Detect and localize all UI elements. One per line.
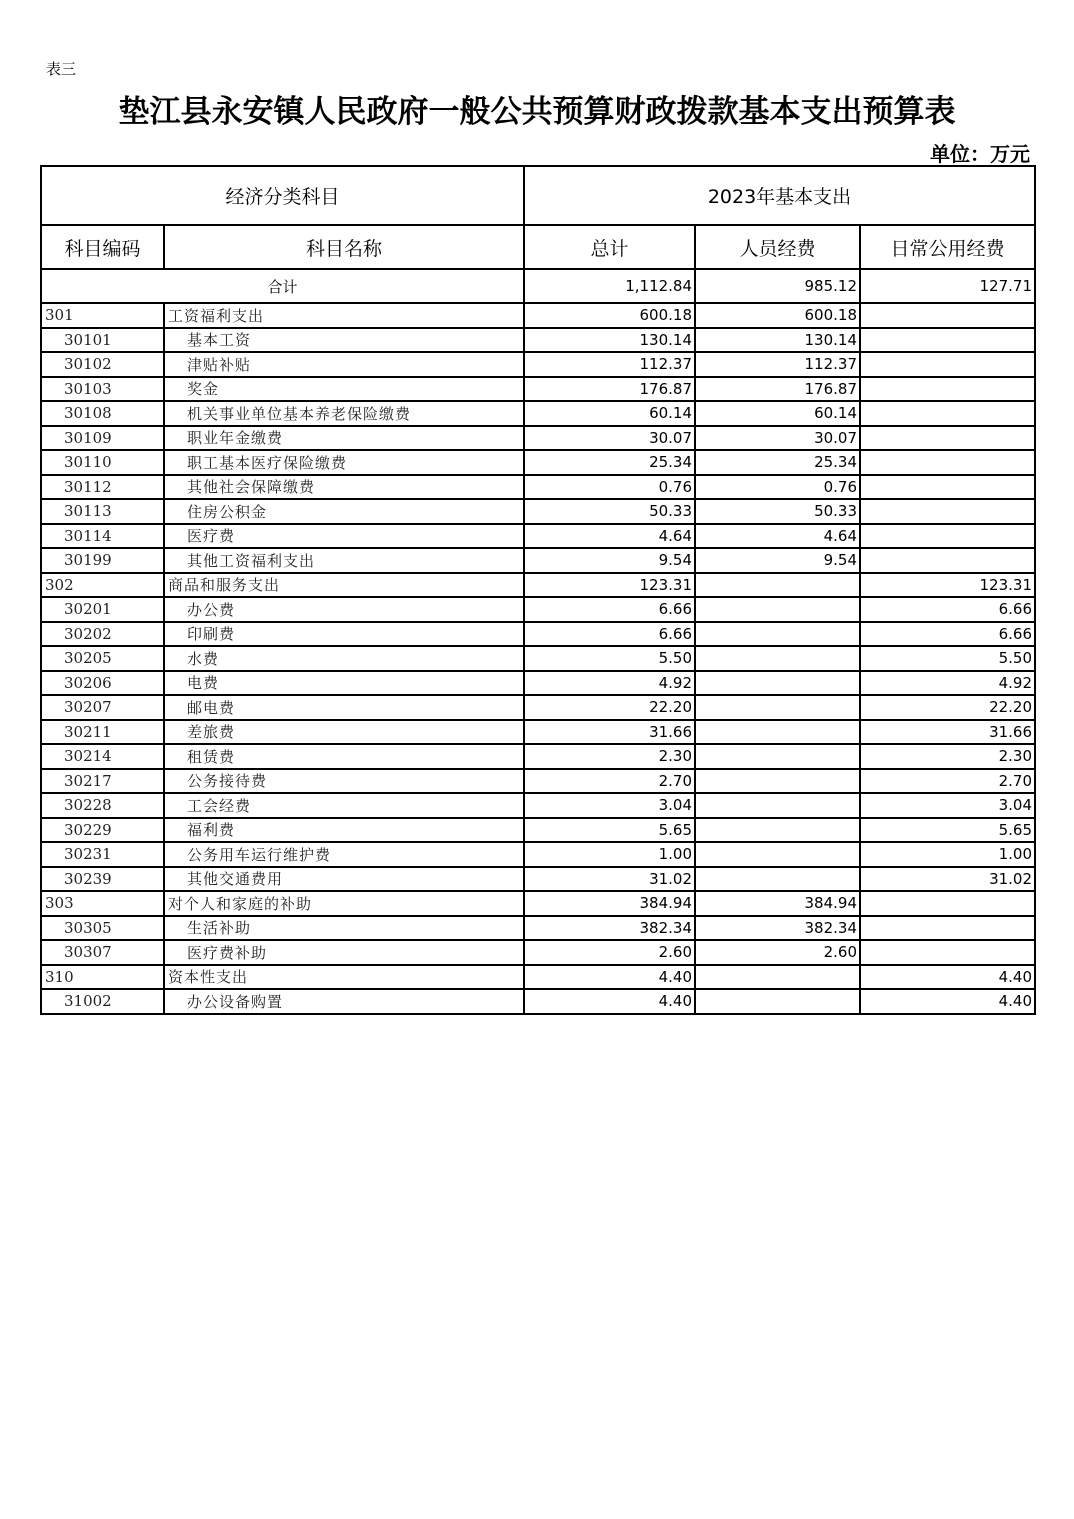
table-row	[41, 818, 1035, 843]
row-personnel: 112.37	[695, 352, 860, 377]
budget-table	[40, 165, 1036, 1015]
total-personnel: 985.12	[695, 269, 860, 303]
row-total: 60.14	[524, 401, 695, 426]
row-daily	[860, 548, 1035, 573]
row-total: 1.00	[524, 842, 695, 867]
row-total: 4.40	[524, 989, 695, 1014]
row-code: 30305	[41, 916, 164, 941]
unit-label: 单位：万元	[930, 142, 1030, 166]
row-personnel	[695, 720, 860, 745]
row-code: 30307	[41, 940, 164, 965]
row-total: 5.50	[524, 646, 695, 671]
row-personnel	[695, 818, 860, 843]
row-total: 112.37	[524, 352, 695, 377]
row-code: 30202	[41, 622, 164, 647]
table-row	[41, 499, 1035, 524]
row-total: 31.02	[524, 867, 695, 892]
row-daily	[860, 377, 1035, 402]
row-code: 30101	[41, 328, 164, 353]
row-total: 176.87	[524, 377, 695, 402]
row-code: 30231	[41, 842, 164, 867]
row-total: 9.54	[524, 548, 695, 573]
row-personnel: 382.34	[695, 916, 860, 941]
row-daily	[860, 450, 1035, 475]
row-total: 130.14	[524, 328, 695, 353]
total-row	[41, 269, 1035, 303]
row-total: 0.76	[524, 475, 695, 500]
row-daily: 4.40	[860, 989, 1035, 1014]
row-personnel	[695, 671, 860, 696]
row-code: 30217	[41, 769, 164, 794]
row-name: 其他社会保障缴费	[164, 475, 524, 500]
row-daily: 31.02	[860, 867, 1035, 892]
table-row	[41, 744, 1035, 769]
row-name: 工会经费	[164, 793, 524, 818]
header-year-basic: 2023年基本支出	[524, 166, 1035, 225]
row-daily	[860, 401, 1035, 426]
table-row	[41, 426, 1035, 451]
row-code: 30239	[41, 867, 164, 892]
row-daily: 2.30	[860, 744, 1035, 769]
row-personnel	[695, 769, 860, 794]
table-row	[41, 328, 1035, 353]
row-code: 310	[41, 965, 164, 990]
row-personnel: 4.64	[695, 524, 860, 549]
table-row	[41, 573, 1035, 598]
row-code: 30109	[41, 426, 164, 451]
table-row	[41, 548, 1035, 573]
row-code: 30103	[41, 377, 164, 402]
table-row	[41, 867, 1035, 892]
row-personnel	[695, 867, 860, 892]
row-personnel: 2.60	[695, 940, 860, 965]
table-row	[41, 940, 1035, 965]
table-row	[41, 769, 1035, 794]
row-personnel	[695, 573, 860, 598]
row-total: 3.04	[524, 793, 695, 818]
total-label: 合计	[41, 269, 524, 303]
row-code: 30214	[41, 744, 164, 769]
row-code: 30207	[41, 695, 164, 720]
header-code: 科目编码	[41, 225, 164, 269]
row-total: 50.33	[524, 499, 695, 524]
row-name: 基本工资	[164, 328, 524, 353]
row-code: 30206	[41, 671, 164, 696]
row-daily: 6.66	[860, 622, 1035, 647]
row-total: 2.70	[524, 769, 695, 794]
row-code: 303	[41, 891, 164, 916]
row-name: 奖金	[164, 377, 524, 402]
row-name: 职工基本医疗保险缴费	[164, 450, 524, 475]
row-total: 384.94	[524, 891, 695, 916]
row-code: 30205	[41, 646, 164, 671]
row-code: 30113	[41, 499, 164, 524]
table-number: 表三	[46, 60, 77, 78]
total-daily: 127.71	[860, 269, 1035, 303]
table-row	[41, 842, 1035, 867]
header-total: 总计	[524, 225, 695, 269]
row-daily	[860, 352, 1035, 377]
row-code: 30229	[41, 818, 164, 843]
table-row	[41, 646, 1035, 671]
table-row	[41, 303, 1035, 328]
table-row	[41, 793, 1035, 818]
table-row	[41, 891, 1035, 916]
row-total: 4.40	[524, 965, 695, 990]
row-daily: 22.20	[860, 695, 1035, 720]
row-daily	[860, 916, 1035, 941]
row-total: 382.34	[524, 916, 695, 941]
row-personnel: 30.07	[695, 426, 860, 451]
row-name: 办公设备购置	[164, 989, 524, 1014]
row-name: 差旅费	[164, 720, 524, 745]
table-row	[41, 475, 1035, 500]
row-daily	[860, 940, 1035, 965]
header-name: 科目名称	[164, 225, 524, 269]
row-total: 31.66	[524, 720, 695, 745]
row-personnel	[695, 744, 860, 769]
row-name: 其他交通费用	[164, 867, 524, 892]
table-row	[41, 965, 1035, 990]
row-code: 30211	[41, 720, 164, 745]
row-daily: 5.65	[860, 818, 1035, 843]
row-total: 600.18	[524, 303, 695, 328]
row-code: 30114	[41, 524, 164, 549]
header-row-1	[41, 166, 1035, 225]
row-code: 30102	[41, 352, 164, 377]
row-total: 123.31	[524, 573, 695, 598]
row-daily	[860, 891, 1035, 916]
row-daily	[860, 303, 1035, 328]
row-personnel	[695, 695, 860, 720]
row-personnel: 0.76	[695, 475, 860, 500]
row-daily: 6.66	[860, 597, 1035, 622]
row-personnel: 176.87	[695, 377, 860, 402]
row-total: 30.07	[524, 426, 695, 451]
row-total: 4.92	[524, 671, 695, 696]
table-row	[41, 916, 1035, 941]
table-row	[41, 720, 1035, 745]
row-personnel	[695, 989, 860, 1014]
row-daily	[860, 328, 1035, 353]
row-personnel	[695, 622, 860, 647]
row-name: 工资福利支出	[164, 303, 524, 328]
row-total: 25.34	[524, 450, 695, 475]
row-code: 30201	[41, 597, 164, 622]
row-personnel: 130.14	[695, 328, 860, 353]
row-name: 电费	[164, 671, 524, 696]
row-daily: 123.31	[860, 573, 1035, 598]
header-daily: 日常公用经费	[860, 225, 1035, 269]
table-row	[41, 524, 1035, 549]
row-code: 30228	[41, 793, 164, 818]
row-personnel: 384.94	[695, 891, 860, 916]
row-name: 其他工资福利支出	[164, 548, 524, 573]
row-name: 福利费	[164, 818, 524, 843]
row-daily: 2.70	[860, 769, 1035, 794]
row-name: 津贴补贴	[164, 352, 524, 377]
row-name: 生活补助	[164, 916, 524, 941]
row-name: 机关事业单位基本养老保险缴费	[164, 401, 524, 426]
total-total: 1,112.84	[524, 269, 695, 303]
row-code: 30112	[41, 475, 164, 500]
row-personnel: 60.14	[695, 401, 860, 426]
row-personnel: 9.54	[695, 548, 860, 573]
row-personnel	[695, 597, 860, 622]
row-name: 职业年金缴费	[164, 426, 524, 451]
row-daily: 31.66	[860, 720, 1035, 745]
table-row	[41, 377, 1035, 402]
row-name: 医疗费补助	[164, 940, 524, 965]
row-personnel	[695, 793, 860, 818]
row-name: 水费	[164, 646, 524, 671]
row-total: 6.66	[524, 597, 695, 622]
row-daily: 3.04	[860, 793, 1035, 818]
row-code: 301	[41, 303, 164, 328]
row-total: 2.30	[524, 744, 695, 769]
row-name: 公务接待费	[164, 769, 524, 794]
header-personnel: 人员经费	[695, 225, 860, 269]
row-total: 2.60	[524, 940, 695, 965]
row-code: 30108	[41, 401, 164, 426]
row-code: 30110	[41, 450, 164, 475]
row-daily	[860, 426, 1035, 451]
table-row	[41, 597, 1035, 622]
table-row	[41, 671, 1035, 696]
header-row-2	[41, 225, 1035, 269]
table-row	[41, 352, 1035, 377]
row-personnel: 600.18	[695, 303, 860, 328]
row-personnel: 25.34	[695, 450, 860, 475]
row-total: 4.64	[524, 524, 695, 549]
row-name: 公务用车运行维护费	[164, 842, 524, 867]
row-total: 22.20	[524, 695, 695, 720]
table-row	[41, 695, 1035, 720]
row-daily: 1.00	[860, 842, 1035, 867]
row-personnel	[695, 965, 860, 990]
row-daily: 4.40	[860, 965, 1035, 990]
row-daily: 5.50	[860, 646, 1035, 671]
row-code: 302	[41, 573, 164, 598]
header-econ-class: 经济分类科目	[41, 166, 524, 225]
row-name: 商品和服务支出	[164, 573, 524, 598]
row-daily	[860, 499, 1035, 524]
row-name: 医疗费	[164, 524, 524, 549]
row-daily: 4.92	[860, 671, 1035, 696]
table-row	[41, 401, 1035, 426]
row-personnel	[695, 646, 860, 671]
row-code: 31002	[41, 989, 164, 1014]
row-code: 30199	[41, 548, 164, 573]
table-row	[41, 622, 1035, 647]
row-name: 住房公积金	[164, 499, 524, 524]
row-name: 资本性支出	[164, 965, 524, 990]
row-daily	[860, 475, 1035, 500]
row-name: 办公费	[164, 597, 524, 622]
row-total: 5.65	[524, 818, 695, 843]
table-row	[41, 989, 1035, 1014]
row-name: 邮电费	[164, 695, 524, 720]
row-name: 对个人和家庭的补助	[164, 891, 524, 916]
table-row	[41, 450, 1035, 475]
row-name: 印刷费	[164, 622, 524, 647]
row-daily	[860, 524, 1035, 549]
row-name: 租赁费	[164, 744, 524, 769]
row-total: 6.66	[524, 622, 695, 647]
page-title: 垫江县永安镇人民政府一般公共预算财政拨款基本支出预算表	[118, 94, 956, 130]
row-personnel	[695, 842, 860, 867]
row-personnel: 50.33	[695, 499, 860, 524]
